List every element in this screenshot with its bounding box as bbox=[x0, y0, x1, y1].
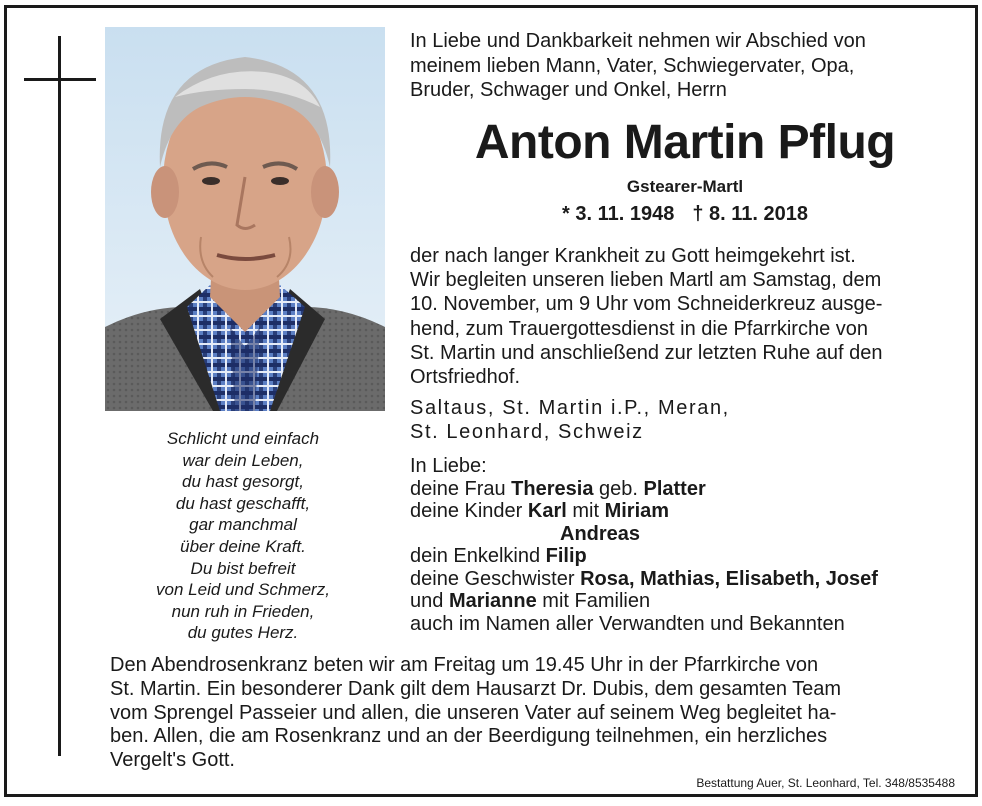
details-line: St. Martin und anschließend zur letzten Ruhe auf den bbox=[410, 341, 883, 364]
deceased-name: Anton Martin Pflug bbox=[474, 116, 896, 169]
funeral-home-credit: Bestattung Auer, St. Leonhard, Tel. 348/8535488 bbox=[696, 776, 955, 790]
poem-line: du hast gesorgt, bbox=[182, 472, 304, 492]
details-line: Wir begleiten unseren lieben Martl am Samstag, dem bbox=[410, 269, 882, 292]
nickname: Gstearer-Martl bbox=[626, 177, 744, 196]
life-dates bbox=[405, 203, 965, 226]
birth-date: * 3. 11. 1948 bbox=[562, 203, 675, 225]
family-children: deine Kinder Karl mit Miriam bbox=[410, 500, 670, 522]
thanks-line: Vergelt's Gott. bbox=[110, 749, 235, 772]
thanks-line: vom Sprengel Passeier und allen, die unseren Vater auf seinem Weg begleitet ha- bbox=[110, 701, 837, 724]
family-siblings-2: und Marianne mit Familien bbox=[410, 590, 651, 612]
family-siblings: deine Geschwister Rosa, Mathias, Elisabeth, Josef bbox=[410, 567, 878, 590]
funeral-details bbox=[410, 244, 960, 389]
family-heading: In Liebe: bbox=[410, 455, 487, 477]
intro-line: Bruder, Schwager und Onkel, Herrn bbox=[410, 79, 727, 101]
rosary-thanks bbox=[110, 654, 960, 773]
portrait-photo bbox=[105, 27, 385, 411]
poem-line: du hast geschafft, bbox=[175, 493, 311, 513]
cross-icon-bar bbox=[24, 78, 96, 81]
poem-line: von Leid und Schmerz, bbox=[156, 580, 330, 600]
family-relatives: auch im Namen aller Verwandten und Bekannten bbox=[410, 612, 845, 635]
places-line: St. Leonhard, Schweiz bbox=[410, 421, 644, 443]
poem-line: du gutes Herz. bbox=[187, 623, 299, 643]
poem-line: Du bist befreit bbox=[190, 558, 296, 578]
poem-line: nun ruh in Frieden, bbox=[171, 601, 315, 621]
thanks-line: St. Martin. Ein besonderer Dank gilt dem Hausarzt Dr. Dubis, dem gesamten Team bbox=[110, 677, 842, 700]
poem-line: Schlicht und einfach bbox=[166, 429, 320, 448]
details-line: der nach langer Krankheit zu Gott heimgekehrt ist. bbox=[410, 245, 856, 267]
details-line: 10. November, um 9 Uhr vom Schneiderkreuz ausge- bbox=[410, 293, 883, 316]
poem-line: war dein Leben, bbox=[182, 450, 304, 470]
intro-text bbox=[410, 29, 960, 103]
poem-line: gar manchmal bbox=[189, 515, 297, 535]
death-date: † 8. 11. 2018 bbox=[692, 203, 808, 225]
family-grandchild: dein Enkelkind Filip bbox=[410, 545, 587, 567]
poem-line: über deine Kraft. bbox=[180, 536, 306, 556]
intro-line: meinem lieben Mann, Vater, Schwiegervater, Opa, bbox=[410, 54, 855, 77]
thanks-line: ben. Allen, die am Rosenkranz und an der Beerdigung teilnehmen, ein herzliches bbox=[110, 725, 828, 748]
poem bbox=[108, 428, 378, 644]
family-list bbox=[410, 455, 970, 635]
details-line: hend, zum Trauergottesdienst in die Pfarrkirche von bbox=[410, 317, 869, 340]
family-children-2: Andreas bbox=[560, 522, 641, 545]
details-line: Ortsfriedhof. bbox=[410, 366, 521, 389]
thanks-line: Den Abendrosenkranz beten wir am Freitag um 19.45 Uhr in der Pfarrkirche von bbox=[110, 654, 819, 676]
places-line: Saltaus, St. Martin i.P., Meran, bbox=[410, 397, 730, 419]
family-wife: deine Frau Theresia geb. Platter bbox=[410, 477, 706, 500]
cross-icon bbox=[58, 36, 61, 756]
intro-line: In Liebe und Dankbarkeit nehmen wir Abschied von bbox=[410, 30, 866, 52]
places bbox=[410, 396, 960, 444]
